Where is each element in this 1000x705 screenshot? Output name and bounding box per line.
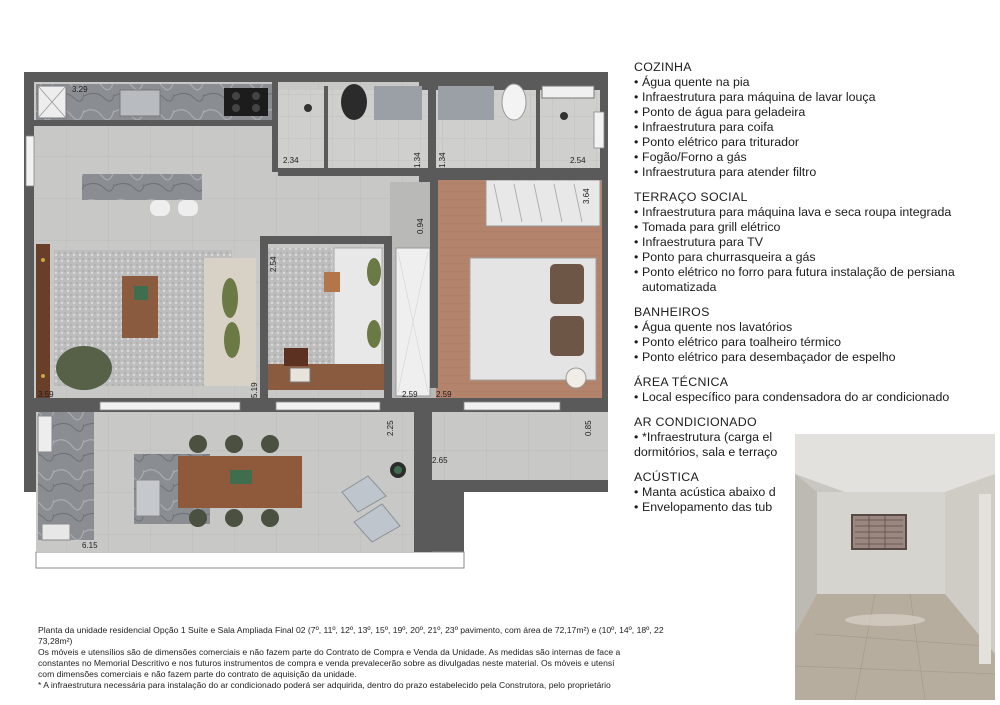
dimension-label: 2.59: [436, 390, 452, 399]
spec-item: • Ponto para churrasqueira a gás: [634, 250, 994, 265]
spec-section-title: AR CONDICIONADO: [634, 415, 757, 429]
dimension-label: 0.94: [416, 218, 425, 234]
footer-line: Os móveis e utensílios são de dimensões comerciais e não fazem parte do Contrato de Compra e Venda da Unidade. As medidas são internas de face a: [38, 647, 621, 657]
dimension-label: 3.59: [38, 390, 54, 399]
spec-item-continuation: dormitórios, sala e terraço: [634, 445, 778, 459]
spec-item: • Ponto elétrico no forro para futura instalação de persiana automatizada: [634, 265, 994, 295]
spec-item: • Infraestrutura para máquina de lavar louça: [634, 90, 994, 105]
spec-item: • Tomada para grill elétrico: [634, 220, 994, 235]
spec-section-title: ÁREA TÉCNICA: [634, 375, 729, 389]
footer-line: Planta da unidade residencial Opção 1 Suíte e Sala Ampliada Final 02 (7º, 11º, 12º, 13º, 15º, 19º, 20º, 21º, 23º pavimento, com área de 72,17m²) e (10º, 14º, 18º, 22: [38, 625, 664, 635]
footer-disclaimer: [38, 625, 795, 691]
spec-item: • Água quente na pia: [634, 75, 994, 90]
spec-section-title: TERRAÇO SOCIAL: [634, 190, 748, 204]
spec-item: • Infraestrutura para atender filtro: [634, 165, 994, 180]
dimension-label: 2.25: [386, 420, 395, 436]
floor-plan-drawing: [24, 72, 612, 572]
spec-section-title: ACÚSTICA: [634, 470, 700, 484]
dimension-label: 2.54: [570, 156, 586, 165]
spec-item: • Ponto elétrico para desembaçador de espelho: [634, 350, 994, 365]
footer-line: com dimensões comerciais e não fazem parte do contrato de aquisição da unidade.: [38, 669, 357, 679]
spec-section-area-tecnica: [634, 375, 994, 405]
spec-item: • Envelopamento das tub: [634, 500, 994, 515]
spec-item: • Ponto elétrico para toalheiro térmico: [634, 335, 994, 350]
room-photo: [795, 434, 995, 700]
spec-item: • Água quente nos lavatórios: [634, 320, 994, 335]
spec-section-cozinha: [634, 60, 994, 180]
dimension-label: 2.54: [269, 256, 278, 272]
dimension-label: 1.34: [438, 152, 447, 168]
footer-line: * A infraestrutura necessária para instalação do ar condicionado poderá ser adquirida, dentro do prazo estabelecido pela Construtora, pelo proprietário: [38, 680, 611, 690]
spec-section-title: BANHEIROS: [634, 305, 710, 319]
spec-item: • Ponto elétrico para triturador: [634, 135, 994, 150]
dimension-label: 6.15: [82, 541, 98, 550]
dimension-label: 2.59: [402, 390, 418, 399]
spec-item: • Infraestrutura para coifa: [634, 120, 994, 135]
spec-item: • Fogão/Forno a gás: [634, 150, 994, 165]
spec-item: • Ponto de água para geladeira: [634, 105, 994, 120]
spec-item: • Infraestrutura para TV: [634, 235, 994, 250]
spec-section-title: COZINHA: [634, 60, 692, 74]
spec-section-terraco-social: [634, 190, 994, 295]
dimension-label: 3.64: [582, 188, 591, 204]
spec-item: • Local específico para condensadora do ar condicionado: [634, 390, 994, 405]
dimension-label: 5.19: [250, 382, 259, 398]
dimension-label: 2.65: [432, 456, 448, 465]
floor-plan: [24, 72, 612, 572]
dimension-label: 2.34: [283, 156, 299, 165]
spec-item: • *Infraestrutura (carga el: [634, 430, 994, 445]
footer-line: constantes no Memorial Descritivo e nos futuros instrumentos de compra e venda prevalecerão sobre as divulgadas neste material. Os móveis e utensí: [38, 658, 615, 668]
spec-section-banheiros: [634, 305, 994, 365]
dimension-label: 3.29: [72, 85, 88, 94]
spec-item: • Infraestrutura para máquina lava e seca roupa integrada: [634, 205, 994, 220]
dimension-label: 1.34: [413, 152, 422, 168]
spec-item: • Manta acústica abaixo d: [634, 485, 994, 500]
footer-line: 73,28m²): [38, 636, 73, 646]
room-photo-image: [795, 434, 995, 700]
dimension-label: 0.85: [584, 420, 593, 436]
